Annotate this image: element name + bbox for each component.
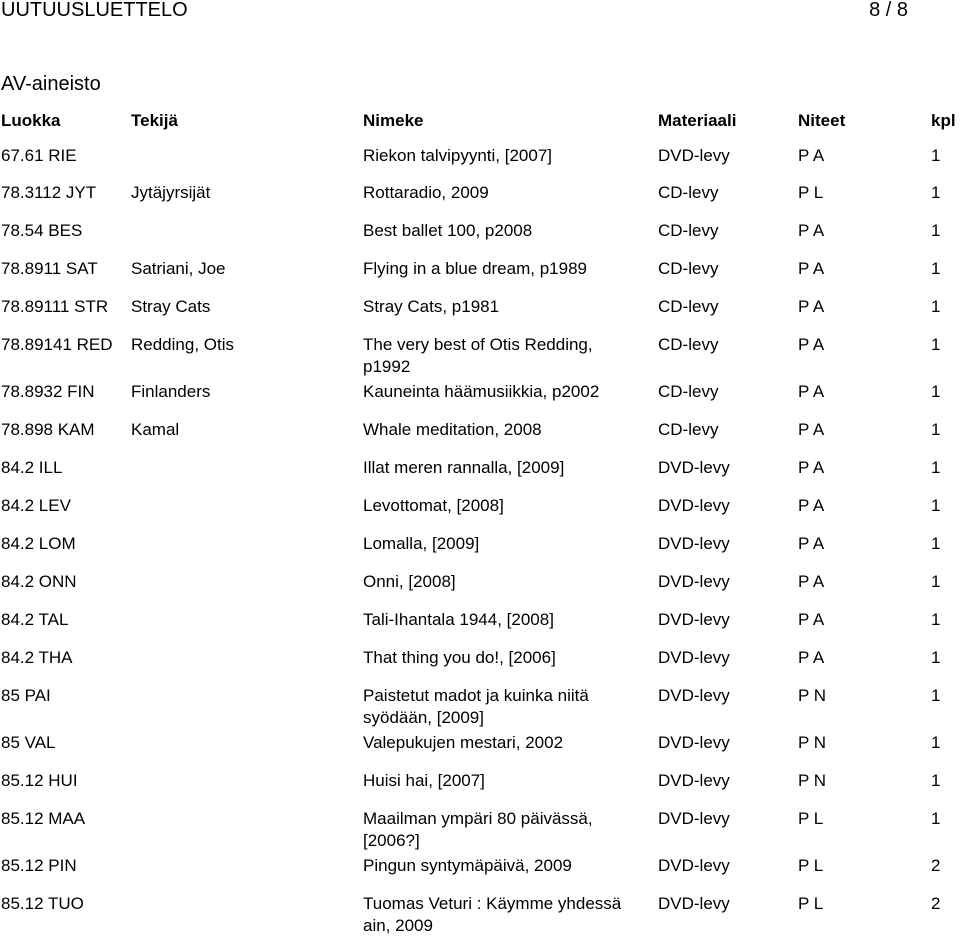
cell-materiaali: DVD-levy (658, 809, 730, 828)
cell-kpl: 1 (931, 221, 941, 240)
cell-niteet: P N (798, 771, 827, 790)
cell-kpl: 2 (931, 856, 941, 875)
cell-kpl: 1 (931, 297, 941, 316)
cell-materiaali: DVD-levy (658, 648, 730, 667)
cell-luokka: 85.12 HUI (1, 771, 78, 790)
column-header-niteet: Niteet (798, 111, 846, 130)
cell-niteet: P A (798, 259, 825, 278)
cell-nimeke: Lomalla, [2009] (363, 534, 480, 553)
cell-nimeke: Levottomat, [2008] (363, 496, 504, 515)
cell-luokka: 85 PAI (1, 686, 51, 705)
cell-materiaali: DVD-levy (658, 894, 730, 913)
cell-kpl: 1 (931, 809, 941, 828)
cell-materiaali: DVD-levy (658, 771, 730, 790)
document-title: UUTUUSLUETTELO (1, 0, 188, 21)
cell-nimeke: Paistetut madot ja kuinka niitä syödään, [2009] (363, 686, 589, 727)
cell-materiaali: CD-levy (658, 382, 719, 401)
cell-luokka: 84.2 ILL (1, 458, 63, 477)
cell-niteet: P A (798, 496, 825, 515)
page-number: 8 / 8 (869, 0, 908, 21)
cell-nimeke: Onni, [2008] (363, 572, 456, 591)
cell-nimeke: Whale meditation, 2008 (363, 420, 542, 439)
cell-niteet: P A (798, 420, 825, 439)
cell-nimeke: That thing you do!, [2006] (363, 648, 556, 667)
cell-kpl: 1 (931, 420, 941, 439)
cell-materiaali: CD-levy (658, 297, 719, 316)
cell-luokka: 84.2 ONN (1, 572, 77, 591)
cell-luokka: 78.898 KAM (1, 420, 95, 439)
cell-luokka: 84.2 TAL (1, 610, 69, 629)
cell-luokka: 84.2 THA (1, 648, 73, 667)
cell-niteet: P L (798, 856, 824, 875)
cell-kpl: 1 (931, 572, 941, 591)
cell-niteet: P L (798, 809, 824, 828)
cell-luokka: 84.2 LOM (1, 534, 76, 553)
cell-niteet: P N (798, 733, 827, 752)
cell-nimeke: Stray Cats, p1981 (363, 297, 500, 316)
cell-materiaali: DVD-levy (658, 534, 730, 553)
cell-kpl: 1 (931, 648, 941, 667)
cell-nimeke: Kauneinta häämusiikkia, p2002 (363, 382, 600, 401)
cell-kpl: 1 (931, 733, 941, 752)
cell-tekija: Kamal (131, 420, 180, 439)
cell-materiaali: DVD-levy (658, 458, 730, 477)
cell-luokka: 78.3112 JYT (1, 183, 97, 202)
cell-kpl: 2 (931, 894, 941, 913)
cell-niteet: P A (798, 572, 825, 591)
cell-nimeke: Illat meren rannalla, [2009] (363, 458, 565, 477)
cell-luokka: 67.61 RIE (1, 146, 77, 165)
cell-niteet: P A (798, 335, 825, 354)
cell-materiaali: DVD-levy (658, 572, 730, 591)
cell-nimeke: Valepukujen mestari, 2002 (363, 733, 564, 752)
cell-luokka: 85.12 PIN (1, 856, 77, 875)
cell-niteet: P A (798, 610, 825, 629)
cell-tekija: Stray Cats (131, 297, 211, 316)
cell-kpl: 1 (931, 534, 941, 553)
cell-materiaali: CD-levy (658, 259, 719, 278)
cell-nimeke: The very best of Otis Redding, p1992 (363, 335, 593, 376)
cell-niteet: P L (798, 894, 824, 913)
cell-luokka: 78.54 BES (1, 221, 83, 240)
cell-nimeke: Huisi hai, [2007] (363, 771, 485, 790)
cell-nimeke: Best ballet 100, p2008 (363, 221, 533, 240)
cell-nimeke: Flying in a blue dream, p1989 (363, 259, 587, 278)
cell-niteet: P A (798, 297, 825, 316)
cell-materiaali: DVD-levy (658, 686, 730, 705)
cell-niteet: P L (798, 183, 824, 202)
cell-luokka: 85.12 MAA (1, 809, 86, 828)
cell-niteet: P A (798, 382, 825, 401)
cell-kpl: 1 (931, 183, 941, 202)
cell-materiaali: DVD-levy (658, 496, 730, 515)
column-header-nimeke: Nimeke (363, 111, 424, 130)
cell-luokka: 84.2 LEV (1, 496, 71, 515)
cell-tekija: Jytäjyrsijät (131, 183, 211, 202)
cell-kpl: 1 (931, 382, 941, 401)
cell-materiaali: CD-levy (658, 221, 719, 240)
cell-kpl: 1 (931, 686, 941, 705)
cell-niteet: P N (798, 686, 827, 705)
cell-materiaali: CD-levy (658, 183, 719, 202)
cell-tekija: Redding, Otis (131, 335, 234, 354)
cell-luokka: 85 VAL (1, 733, 56, 752)
cell-nimeke: Maailman ympäri 80 päivässä, [2006?] (363, 809, 593, 850)
section-title: AV-aineisto (1, 73, 101, 95)
cell-niteet: P A (798, 221, 825, 240)
cell-tekija: Satriani, Joe (131, 259, 226, 278)
column-header-luokka: Luokka (1, 111, 61, 130)
cell-materiaali: DVD-levy (658, 610, 730, 629)
cell-kpl: 1 (931, 335, 941, 354)
cell-materiaali: DVD-levy (658, 733, 730, 752)
cell-nimeke: Riekon talvipyynti, [2007] (363, 146, 552, 165)
cell-kpl: 1 (931, 610, 941, 629)
cell-niteet: P A (798, 648, 825, 667)
cell-kpl: 1 (931, 771, 941, 790)
cell-nimeke: Tali-Ihantala 1944, [2008] (363, 610, 554, 629)
cell-nimeke: Pingun syntymäpäivä, 2009 (363, 856, 572, 875)
cell-luokka: 78.8911 SAT (1, 259, 98, 278)
cell-luokka: 85.12 TUO (1, 894, 84, 913)
cell-kpl: 1 (931, 259, 941, 278)
cell-kpl: 1 (931, 458, 941, 477)
cell-niteet: P A (798, 458, 825, 477)
cell-kpl: 1 (931, 146, 941, 165)
cell-nimeke: Rottaradio, 2009 (363, 183, 489, 202)
cell-kpl: 1 (931, 496, 941, 515)
column-header-tekija: Tekijä (131, 111, 178, 130)
cell-nimeke: Tuomas Veturi : Käymme yhdessä ain, 2009 (363, 894, 622, 935)
cell-materiaali: DVD-levy (658, 146, 730, 165)
cell-luokka: 78.89141 RED (1, 335, 113, 354)
cell-materiaali: CD-levy (658, 335, 719, 354)
cell-niteet: P A (798, 534, 825, 553)
column-header-kpl: kpl (931, 111, 956, 130)
cell-materiaali: DVD-levy (658, 856, 730, 875)
cell-tekija: Finlanders (131, 382, 211, 401)
cell-luokka: 78.8932 FIN (1, 382, 95, 401)
cell-luokka: 78.89111 STR (1, 297, 109, 316)
cell-materiaali: CD-levy (658, 420, 719, 439)
column-header-materiaali: Materiaali (658, 111, 737, 130)
cell-niteet: P A (798, 146, 825, 165)
